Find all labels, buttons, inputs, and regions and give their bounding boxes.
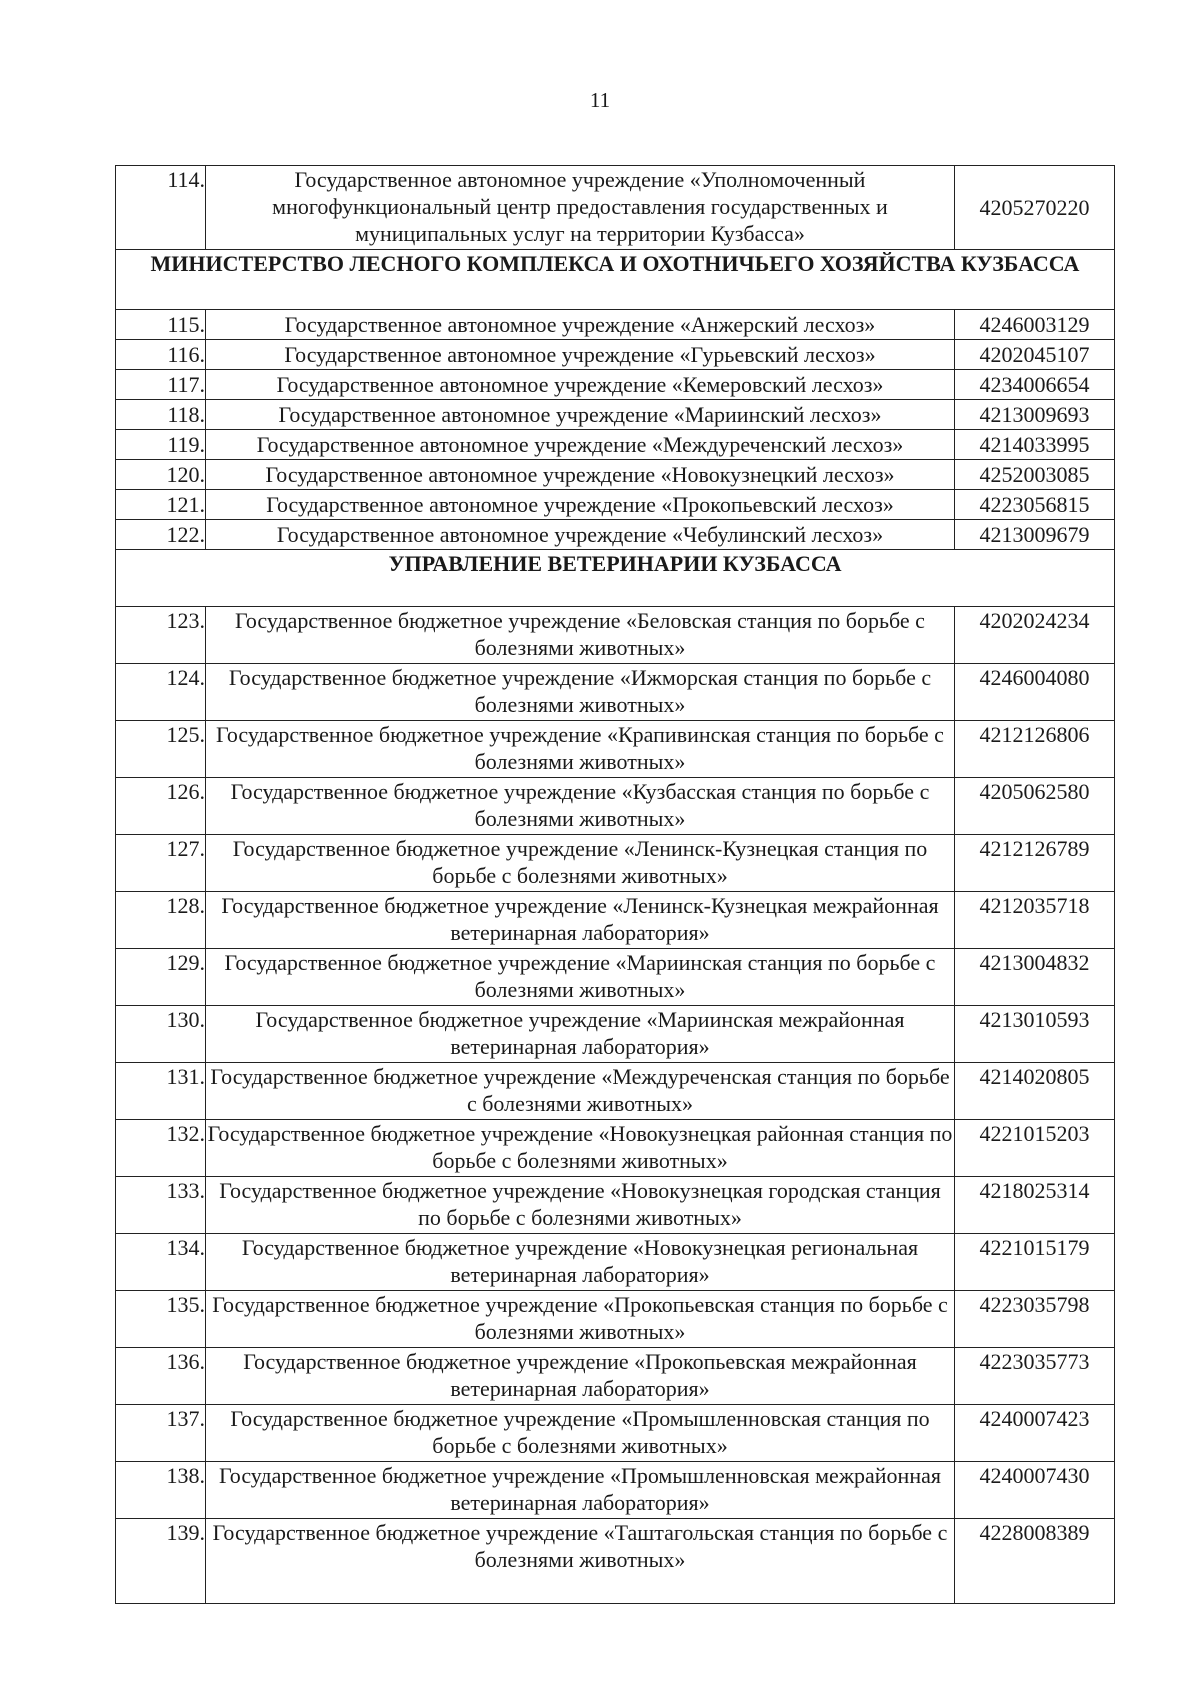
table-row bbox=[116, 721, 1115, 778]
inn-value: 4221015203 bbox=[955, 1120, 1115, 1177]
inn-value: 4205062580 bbox=[955, 778, 1115, 835]
page-number: 11 bbox=[589, 88, 611, 112]
table-row bbox=[116, 1063, 1115, 1120]
section-header-row bbox=[116, 550, 1115, 607]
inn-value: 4205270220 bbox=[955, 166, 1115, 250]
row-number: 126. bbox=[116, 778, 206, 835]
row-number: 134. bbox=[116, 1234, 206, 1291]
inn-value: 4234006654 bbox=[955, 370, 1115, 400]
institution-name: Государственное бюджетное учреждение «Крапивинская станция по борьбе с болезнями животных» bbox=[206, 721, 955, 778]
inn-value: 4213009679 bbox=[955, 520, 1115, 550]
row-number: 127. bbox=[116, 835, 206, 892]
inn-value: 4213009693 bbox=[955, 400, 1115, 430]
inn-value: 4213010593 bbox=[955, 1006, 1115, 1063]
table-row bbox=[116, 664, 1115, 721]
inn-value: 4212126806 bbox=[955, 721, 1115, 778]
institution-name: Государственное бюджетное учреждение «Новокузнецкая региональная ветеринарная лаборатория» bbox=[206, 1234, 955, 1291]
row-number: 125. bbox=[116, 721, 206, 778]
table-row bbox=[116, 1348, 1115, 1405]
table-row bbox=[116, 778, 1115, 835]
institution-name: Государственное бюджетное учреждение «Беловская станция по борьбе с болезнями животных» bbox=[206, 607, 955, 664]
row-number: 138. bbox=[116, 1462, 206, 1519]
institution-name: Государственное автономное учреждение «Чебулинский лесхоз» bbox=[206, 520, 955, 550]
table-row bbox=[116, 1006, 1115, 1063]
institution-name: Государственное автономное учреждение «Уполномоченный многофункциональный центр предоставления государственных и муниципальных услуг на территории Кузбасса» bbox=[206, 166, 955, 250]
table-row bbox=[116, 1234, 1115, 1291]
section-header-row bbox=[116, 250, 1115, 310]
inn-value: 4252003085 bbox=[955, 460, 1115, 490]
inn-value: 4246004080 bbox=[955, 664, 1115, 721]
inn-value: 4223035773 bbox=[955, 1348, 1115, 1405]
section-title: УПРАВЛЕНИЕ ВЕТЕРИНАРИИ КУЗБАССА bbox=[116, 550, 1115, 607]
inn-value: 4202045107 bbox=[955, 340, 1115, 370]
inn-value: 4212126789 bbox=[955, 835, 1115, 892]
table-row bbox=[116, 400, 1115, 430]
row-number: 118. bbox=[116, 400, 206, 430]
table-row bbox=[116, 1519, 1115, 1604]
table-row bbox=[116, 166, 1115, 250]
inn-value: 4223035798 bbox=[955, 1291, 1115, 1348]
institution-name: Государственное автономное учреждение «Прокопьевский лесхоз» bbox=[206, 490, 955, 520]
institution-name: Государственное бюджетное учреждение «Промышленновская межрайонная ветеринарная лаборатория» bbox=[206, 1462, 955, 1519]
row-number: 116. bbox=[116, 340, 206, 370]
inn-value: 4218025314 bbox=[955, 1177, 1115, 1234]
inn-value: 4202024234 bbox=[955, 607, 1115, 664]
row-number: 131. bbox=[116, 1063, 206, 1120]
inn-value: 4213004832 bbox=[955, 949, 1115, 1006]
row-number: 122. bbox=[116, 520, 206, 550]
institution-name: Государственное бюджетное учреждение «Мариинская станция по борьбе с болезнями животных» bbox=[206, 949, 955, 1006]
table-row bbox=[116, 370, 1115, 400]
institution-name: Государственное бюджетное учреждение «Междуреченская станция по борьбе с болезнями животных» bbox=[206, 1063, 955, 1120]
inn-value: 4246003129 bbox=[955, 310, 1115, 340]
inn-value: 4214033995 bbox=[955, 430, 1115, 460]
institution-name: Государственное автономное учреждение «Новокузнецкий лесхоз» bbox=[206, 460, 955, 490]
table-row bbox=[116, 1177, 1115, 1234]
table-row bbox=[116, 1291, 1115, 1348]
row-number: 123. bbox=[116, 607, 206, 664]
institution-name: Государственное бюджетное учреждение «Кузбасская станция по борьбе с болезнями животных» bbox=[206, 778, 955, 835]
table-row bbox=[116, 340, 1115, 370]
table-row bbox=[116, 949, 1115, 1006]
institution-name: Государственное автономное учреждение «Анжерский лесхоз» bbox=[206, 310, 955, 340]
inn-value: 4212035718 bbox=[955, 892, 1115, 949]
institution-name: Государственное бюджетное учреждение «Промышленновская станция по борьбе с болезнями животных» bbox=[206, 1405, 955, 1462]
institution-name: Государственное автономное учреждение «Мариинский лесхоз» bbox=[206, 400, 955, 430]
row-number: 137. bbox=[116, 1405, 206, 1462]
row-number: 121. bbox=[116, 490, 206, 520]
table-row bbox=[116, 460, 1115, 490]
table-row bbox=[116, 1405, 1115, 1462]
inn-value: 4228008389 bbox=[955, 1519, 1115, 1604]
row-number: 128. bbox=[116, 892, 206, 949]
table-row bbox=[116, 1462, 1115, 1519]
institution-name: Государственное бюджетное учреждение «Прокопьевская станция по борьбе с болезнями животных» bbox=[206, 1291, 955, 1348]
institution-name: Государственное автономное учреждение «Кемеровский лесхоз» bbox=[206, 370, 955, 400]
institution-name: Государственное бюджетное учреждение «Ленинск-Кузнецкая межрайонная ветеринарная лаборатория» bbox=[206, 892, 955, 949]
table-row bbox=[116, 430, 1115, 460]
institution-name: Государственное автономное учреждение «Междуреченский лесхоз» bbox=[206, 430, 955, 460]
row-number: 117. bbox=[116, 370, 206, 400]
row-number: 139. bbox=[116, 1519, 206, 1604]
table-row bbox=[116, 520, 1115, 550]
institution-name: Государственное бюджетное учреждение «Ленинск-Кузнецкая станция по борьбе с болезнями животных» bbox=[206, 835, 955, 892]
inn-value: 4214020805 bbox=[955, 1063, 1115, 1120]
row-number: 114. bbox=[116, 166, 206, 250]
row-number: 130. bbox=[116, 1006, 206, 1063]
table-row bbox=[116, 1120, 1115, 1177]
institution-name: Государственное автономное учреждение «Гурьевский лесхоз» bbox=[206, 340, 955, 370]
row-number: 115. bbox=[116, 310, 206, 340]
table-row bbox=[116, 892, 1115, 949]
table-row bbox=[116, 607, 1115, 664]
registry-table bbox=[115, 165, 1115, 1604]
institution-name: Государственное бюджетное учреждение «Прокопьевская межрайонная ветеринарная лаборатория» bbox=[206, 1348, 955, 1405]
row-number: 136. bbox=[116, 1348, 206, 1405]
institution-name: Государственное бюджетное учреждение «Новокузнецкая городская станция по борьбе с болезнями животных» bbox=[206, 1177, 955, 1234]
row-number: 133. bbox=[116, 1177, 206, 1234]
institution-name: Государственное бюджетное учреждение «Ижморская станция по борьбе с болезнями животных» bbox=[206, 664, 955, 721]
inn-value: 4240007423 bbox=[955, 1405, 1115, 1462]
table-row bbox=[116, 835, 1115, 892]
table-row bbox=[116, 490, 1115, 520]
institution-name: Государственное бюджетное учреждение «Таштагольская станция по борьбе с болезнями животных» bbox=[206, 1519, 955, 1604]
row-number: 135. bbox=[116, 1291, 206, 1348]
section-title: МИНИСТЕРСТВО ЛЕСНОГО КОМПЛЕКСА И ОХОТНИЧЬЕГО ХОЗЯЙСТВА КУЗБАССА bbox=[116, 250, 1115, 310]
row-number: 120. bbox=[116, 460, 206, 490]
inn-value: 4221015179 bbox=[955, 1234, 1115, 1291]
institution-name: Государственное бюджетное учреждение «Новокузнецкая районная станция по борьбе с болезнями животных» bbox=[206, 1120, 955, 1177]
inn-value: 4223056815 bbox=[955, 490, 1115, 520]
institution-name: Государственное бюджетное учреждение «Мариинская межрайонная ветеринарная лаборатория» bbox=[206, 1006, 955, 1063]
row-number: 124. bbox=[116, 664, 206, 721]
row-number: 129. bbox=[116, 949, 206, 1006]
row-number: 119. bbox=[116, 430, 206, 460]
inn-value: 4240007430 bbox=[955, 1462, 1115, 1519]
table-row bbox=[116, 310, 1115, 340]
row-number: 132. bbox=[116, 1120, 206, 1177]
